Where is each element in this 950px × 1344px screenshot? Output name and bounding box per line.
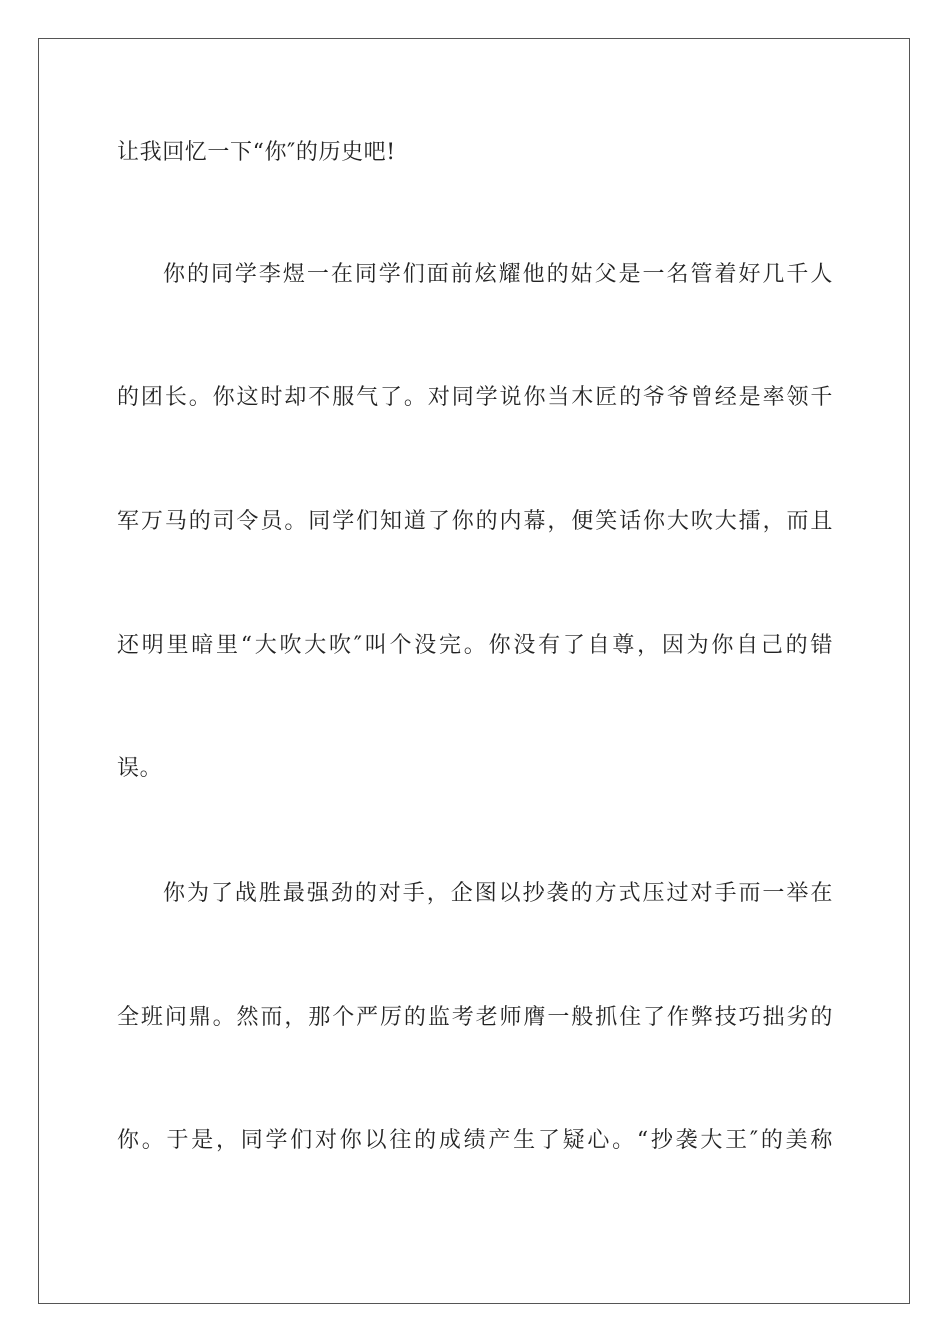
text-line: 的团长。你这时却不服气了。对同学说你当木匠的爷爷曾经是率领千 [117,385,833,410]
page-border [38,38,910,1304]
text-line: 误。 [117,756,163,781]
text-line: 你的同学李煜一在同学们面前炫耀他的姑父是一名管着好几千人 [163,262,833,287]
text-line: 让我回忆一下“你″的历史吧! [117,140,396,165]
text-line: 你。于是，同学们对你以往的成绩产生了疑心。“抄袭大王″的美称 [117,1128,833,1153]
text-line: 你为了战胜最强劲的对手，企图以抄袭的方式压过对手而一举在 [163,881,833,906]
text-line: 还明里暗里“大吹大吹″叫个没完。你没有了自尊，因为你自己的错 [117,633,833,658]
text-line: 军万马的司令员。同学们知道了你的内幕，便笑话你大吹大擂，而且 [117,509,833,534]
text-line: 全班问鼎。然而，那个严厉的监考老师膺一般抓住了作弊技巧拙劣的 [117,1005,833,1030]
